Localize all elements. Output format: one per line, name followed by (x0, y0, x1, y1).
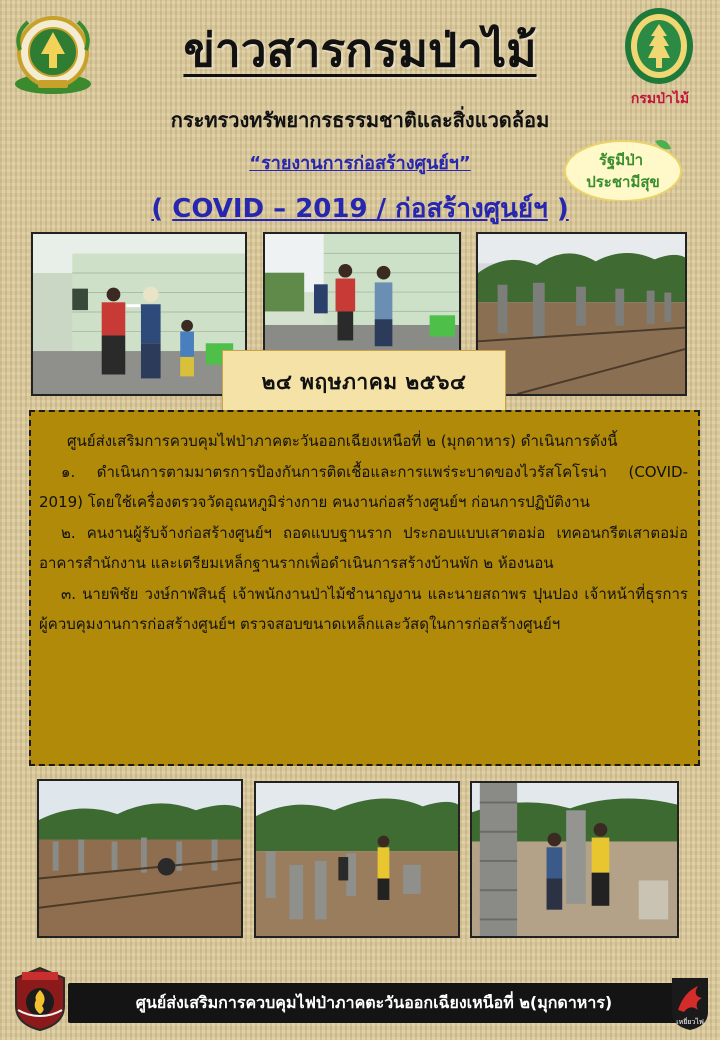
fire-hawk-caption: เหยี่ยวไฟ (676, 1018, 704, 1026)
photo-steel-inspection (470, 781, 679, 938)
covid-open-paren: ( (151, 194, 164, 224)
footer-banner: ศูนย์ส่งเสริมการควบคุมไฟป่าภาคตะวันออกเฉียงเหนือที่ ๒(มุกดาหาร) (68, 983, 680, 1023)
photo-temperature-check-1 (31, 232, 247, 396)
fire-control-logo (12, 966, 68, 1032)
slogan-line-1: รัฐมีป่า (598, 151, 644, 169)
body-intro: ศูนย์ส่งเสริมการควบคุมไฟป่าภาคตะวันออกเฉียงเหนือที่ ๒ (มุกดาหาร) ดำเนินการดังนี้ (67, 432, 618, 450)
fire-hawk-logo (668, 976, 712, 1032)
slogan-logo (563, 137, 683, 201)
body-item-2: ๒. คนงานผู้รับจ้างก่อสร้างศูนย์ฯ ถอดแบบฐานราก ประกอบแบบเสาตอม่อ เทคอนกรีตเสาตอม่ออาคารสำนักงาน และเตรียมเหล็กฐานรากเพื่อดำเนินการสร้างบ้านพัก ๒ ห้องนอน (39, 523, 688, 572)
body-item-3: ๓. นายพิชัย วงษ์กาฬสินธุ์ เจ้าพนักงานป่าไม้ชำนาญงาน และนายสถาพร ปุนปอง เจ้าหน้าที่ธุรการ ผู้ควบคุมงานการก่อสร้างศูนย์ฯ ตรวจสอบขนาดเหล็กและวัสดุในการก่อสร้างศูนย์ฯ (39, 584, 688, 633)
covid-close-paren: ) (556, 194, 569, 224)
photo-site-footings (37, 779, 243, 938)
page-title: ข่าวสารกรมป่าไม้ (183, 23, 537, 77)
photo-foundation-pillars (476, 232, 687, 396)
photo-concrete-columns (254, 781, 460, 938)
royal-forest-seal (622, 6, 696, 90)
body-item-1: ๑. ดำเนินการตามมาตรการป้องกันการติดเชื้อและการแพร่ระบาดของไวรัสโคโรน่า (COVID-2019) โดยใช้เครื่องตรวจวัดอุณหภูมิร่างกาย คนงานก่อสร้างศูนย์ฯ ก่อนการปฏิบัติงาน (39, 462, 688, 511)
photo-temperature-check-2 (263, 232, 461, 356)
forest-department-emblem (10, 10, 96, 96)
covid-text: COVID – 2019 / ก่อสร้างศูนย์ฯ (172, 194, 548, 224)
covid-subtitle (80, 188, 640, 229)
department-label: กรมป่าไม้ (630, 91, 690, 107)
report-body (29, 410, 700, 766)
ministry-name: กระทรวงทรัพยากรธรรมชาติและสิ่งแวดล้อม (170, 108, 550, 132)
report-title: “รายงานการก่อสร้างศูนย์ฯ” (249, 153, 471, 174)
report-date: ๒๔ พฤษภาคม ๒๕๖๔ (222, 350, 506, 414)
slogan-line-2: ประชามีสุข (586, 173, 660, 191)
